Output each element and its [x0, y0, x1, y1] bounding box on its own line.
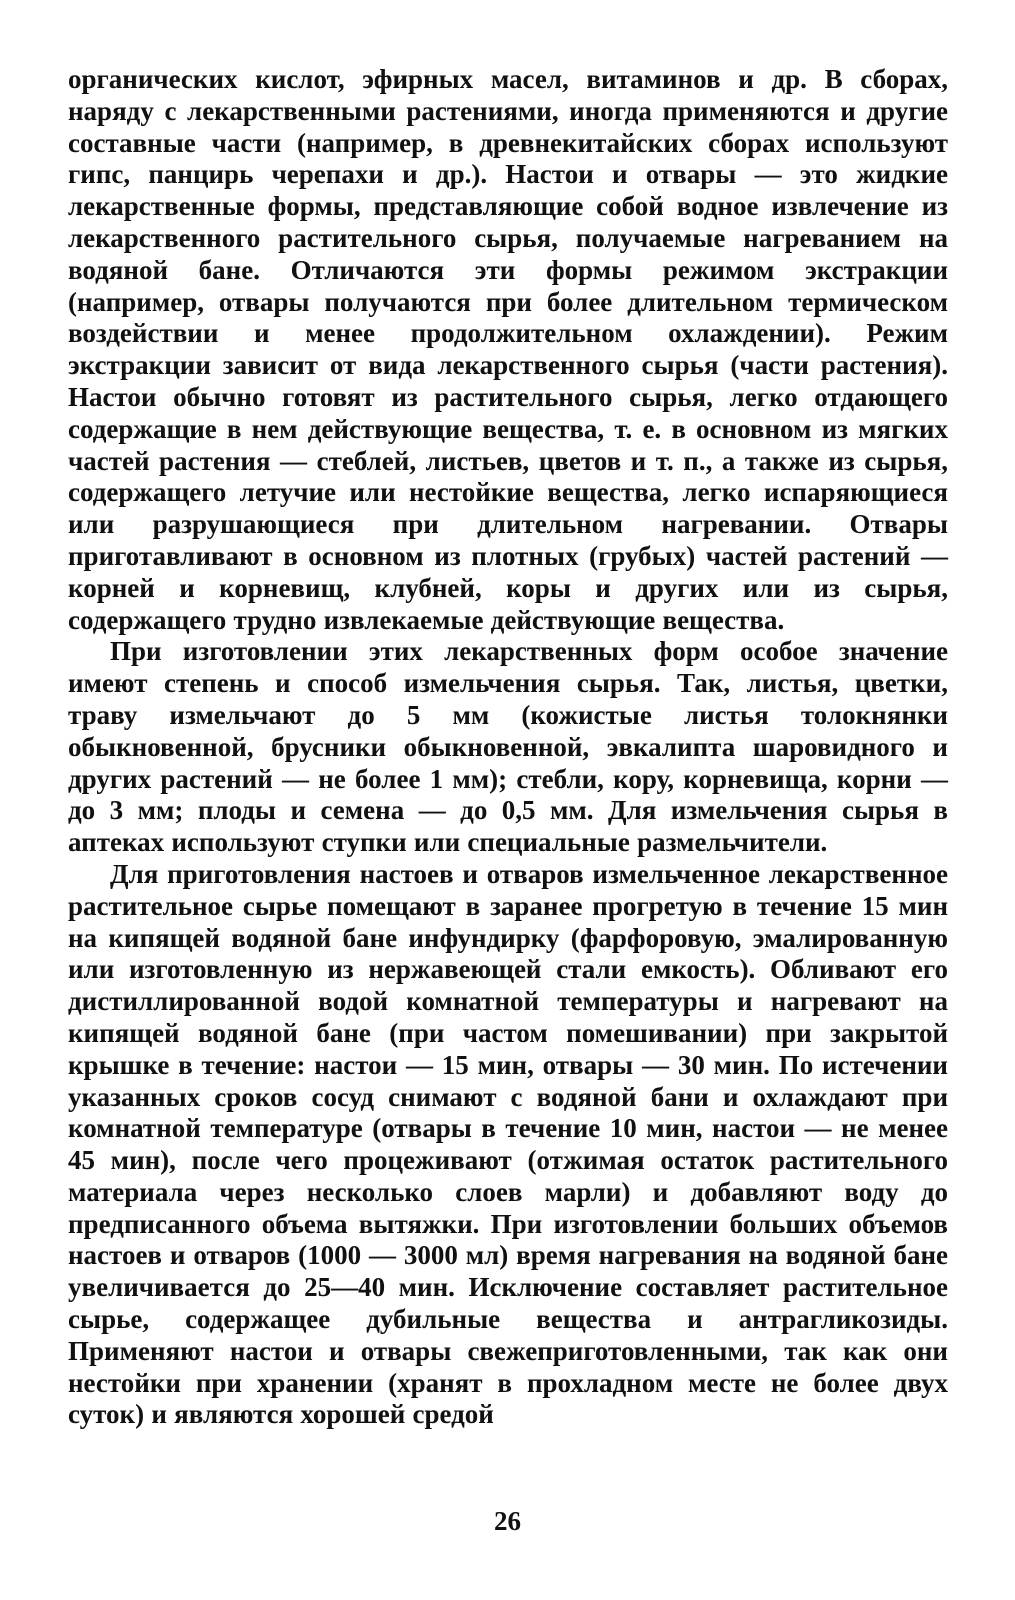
paragraph-1: органических кислот, эфирных масел, витаминов и др. В сборах, наряду с лекарственными растениями, иногда применяются и другие составные части (например, в древнекитайских сборах используют гипс, панцирь черепахи и др.). Настои и отвары — это жидкие лекарственные формы, представляющие собой водное извлечение из лекарственного растительного сырья, получаемые нагреванием на водяной бане. Отличаются эти формы режимом экстракции (например, отвары получаются при более длительном термическом воздействии и менее продолжительном охлаждении). Режим экстракции зависит от вида лекарственного сырья (части растения). Настои обычно готовят из растительного сырья, легко отдающего содержащие в нем действующие вещества, т. е. в основном из мягких частей растения — стеблей, листьев, цветов и т. п., а также из сырья, содержащего летучие или нестойкие вещества, легко испаряющиеся или разрушающиеся при длительном нагревании. Отвары приготавливают в основном из плотных (грубых) частей растений — корней и корневищ, клубней, коры и других или из сырья, содержащего трудно извлекаемые действующие вещества. — [68, 64, 948, 635]
page-number: 26 — [494, 1506, 521, 1536]
paragraph-3: Для приготовления настоев и отваров измельченное лекарственное растительное сырье помещают в заранее прогретую в течение 15 мин на кипящей водяной бане инфундирку (фарфоровую, эмалированную или изготовленную из нержавеющей стали емкость). Обливают его дистиллированной водой комнатной температуры и нагревают на кипящей водяной бане (при частом помешивании) при закрытой крышке в течение: настои — 15 мин, отвары — 30 мин. По истечении указанных сроков сосуд снимают с водяной бани и охлаждают при комнатной температуре (отвары в течение 10 мин, настои — не менее 45 мин), после чего процеживают (отжимая остаток растительного материала через несколько слоев марли) и добавляют воду до предписанного объема вытяжки. При изготовлении больших объемов настоев и отваров (1000 — 3000 мл) время нагревания на водяной бане увеличивается до 25—40 мин. Исключение составляет растительное сырье, содержащее дубильные вещества и антрагликозиды. Применяют настои и отвары свежеприготовленными, так как они нестойки при хранении (хранят в прохладном месте не более двух суток) и являются хорошей средой — [68, 858, 948, 1430]
page-body — [68, 64, 948, 1544]
paragraph-2: При изготовлении этих лекарственных форм особое значение имеют степень и способ измельчения сырья. Так, листья, цветки, траву измельчают до 5 мм (кожистые листья толокнянки обыкновенной, брусники обыкновенной, эвкалипта шаровидного и других растений — не более 1 мм); стебли, кору, корневища, корни — до 3 мм; плоды и семена — до 0,5 мм. Для измельчения сырья в аптеках используют ступки или специальные размельчители. — [68, 636, 948, 858]
